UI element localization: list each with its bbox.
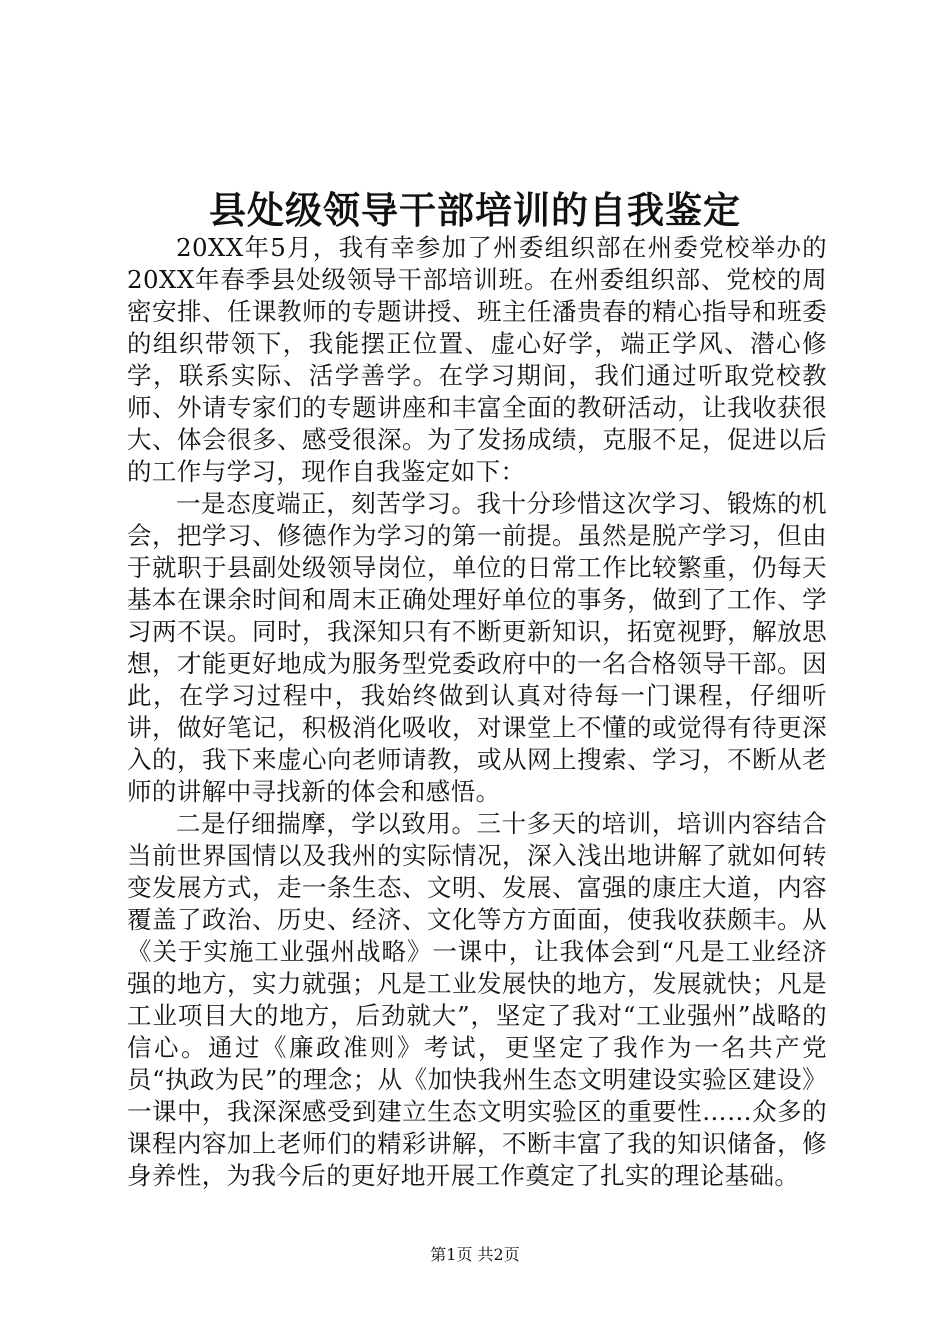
- paragraph-intro: 20XX年5月，我有幸参加了州委组织部在州委党校举办的20XX年春季县处级领导干部培训班。在州委组织部、党校的周密安排、任课教师的专题讲授、班主任潘贵春的精心指导和班委的组织带领下，我能摆正位置、虚心好学，端正学风、潜心修学，联系实际、活学善学。在学习期间，我们通过听取党校教师、外请专家们的专题讲座和丰富全面的教研活动，让我收获很大、体会很多、感受很深。为了发扬成绩，克服不足，促进以后的工作与学习，现作自我鉴定如下：: [127, 233, 827, 486]
- paragraph-application: 二是仔细揣摩，学以致用。三十多天的培训，培训内容结合当前世界国情以及我州的实际情况，深入浅出地讲解了就如何转变发展方式，走一条生态、文明、发展、富强的康庄大道，内容覆盖了政治、历史、经济、文化等方方面面，使我收获颇丰。从《关于实施工业强州战略》一课中，让我体会到“凡是工业经济强的地方，实力就强；凡是工业发展快的地方，发展就快；凡是工业项目大的地方，后劲就大”，坚定了我对“工业强州”战略的信心。通过《廉政准则》考试，更坚定了我作为一名共产党员“执政为民”的理念；从《加快我州生态文明建设实验区建设》一课中，我深深感受到建立生态文明实验区的重要性……众多的课程内容加上老师们的精彩讲解，不断丰富了我的知识储备，修身养性，为我今后的更好地开展工作奠定了扎实的理论基础。: [127, 809, 827, 1190]
- paragraph-attitude: 一是态度端正，刻苦学习。我十分珍惜这次学习、锻炼的机会，把学习、修德作为学习的第一前提。虽然是脱产学习，但由于就职于县副处级领导岗位，单位的日常工作比较繁重，仍每天基本在课余时间和周末正确处理好单位的事务，做到了工作、学习两不误。同时，我深知只有不断更新知识，拓宽视野，解放思想，才能更好地成为服务型党委政府中的一名合格领导干部。因此，在学习过程中，我始终做到认真对待每一门课程，仔细听讲，做好笔记，积极消化吸收，对课堂上不懂的或觉得有待更深入的，我下来虚心向老师请教，或从网上搜索、学习，不断从老师的讲解中寻找新的体会和感悟。: [127, 489, 827, 806]
- document-title: 县处级领导干部培训的自我鉴定: [209, 188, 741, 232]
- page-number-footer: 第1页 共2页: [430, 1245, 520, 1264]
- document-body: [127, 232, 827, 1192]
